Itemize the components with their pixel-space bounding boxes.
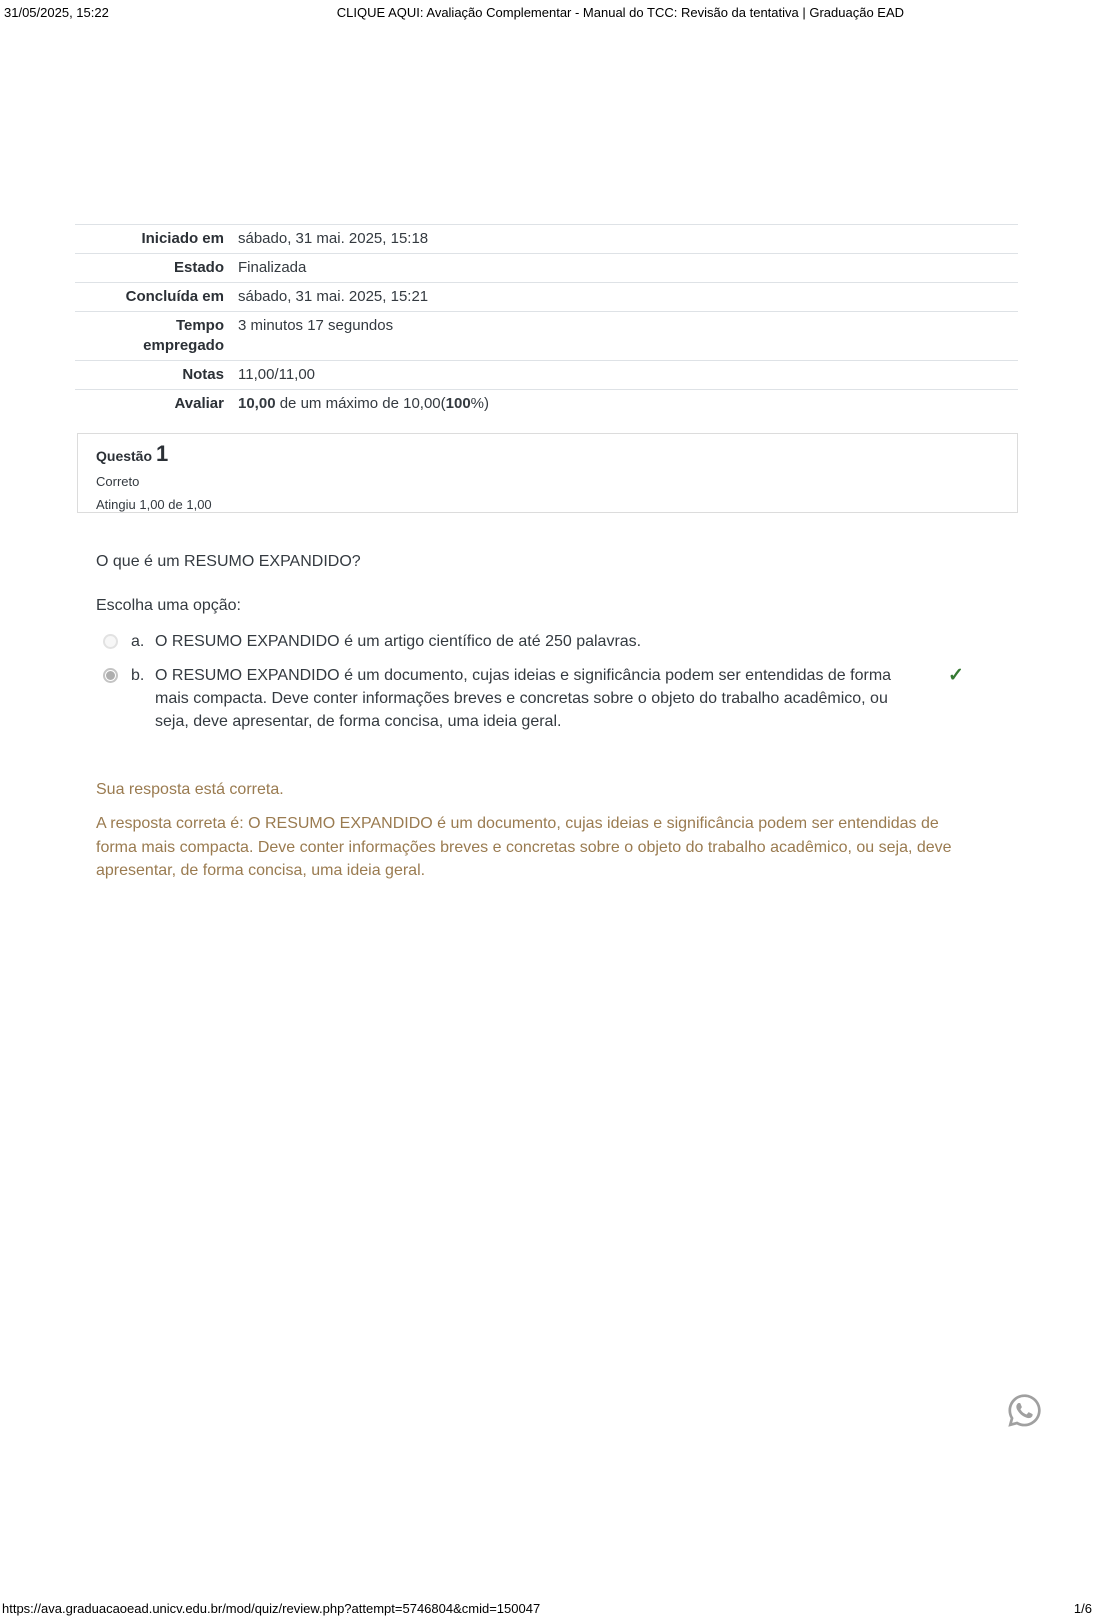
feedback-correct-message: Sua resposta está correta. — [96, 781, 284, 798]
page-number: 1/6 — [1073, 1601, 1092, 1616]
option-text: O RESUMO EXPANDIDO é um documento, cujas ideias e significância podem ser entendidas de forma mais compacta. Deve conter informações breves e concretas sobre o objeto do trabalho acadêmico, ou seja, deve apresentar, de forma concisa, uma ideia geral. — [155, 667, 892, 730]
correct-check-icon: ✓ — [948, 665, 964, 686]
row-value: Finalizada — [238, 259, 307, 276]
row-label: Iniciado em — [141, 230, 224, 247]
print-datetime: 31/05/2025, 15:22 — [4, 5, 109, 20]
answer-prompt: Escolha uma opção: — [96, 597, 241, 614]
question-state-badge: Correto — [96, 474, 140, 489]
table-row — [75, 253, 1018, 282]
row-value: sábado, 31 mai. 2025, 15:21 — [238, 288, 429, 305]
attempt-summary-table — [75, 224, 1018, 418]
row-label: Notas — [182, 366, 224, 383]
print-footer — [2, 1601, 1092, 1616]
radio-button-unselected[interactable] — [103, 634, 118, 649]
whatsapp-icon[interactable] — [1006, 1392, 1043, 1429]
table-row — [75, 224, 1018, 253]
question-label: Questão — [96, 448, 153, 464]
table-row — [75, 360, 1018, 389]
row-value: sábado, 31 mai. 2025, 15:18 — [238, 230, 429, 247]
option-letter: a. — [131, 633, 145, 650]
table-row — [75, 282, 1018, 311]
row-label: Concluída em — [125, 288, 224, 305]
row-value: 11,00/11,00 — [238, 366, 316, 383]
question-text: O que é um RESUMO EXPANDIDO? — [96, 553, 361, 570]
page-url: https://ava.graduacaoead.unicv.edu.br/mod/quiz/review.php?attempt=5746804&cmid=150047 — [2, 1601, 541, 1616]
option-text: O RESUMO EXPANDIDO é um artigo científico de até 250 palavras. — [155, 633, 642, 650]
question-number: 1 — [156, 441, 169, 466]
row-label: Tempo empregado — [143, 317, 224, 354]
option-letter: b. — [131, 667, 145, 684]
answer-option-a[interactable] — [96, 630, 996, 653]
answer-options — [96, 630, 996, 744]
feedback-correct-answer: A resposta correta é: O RESUMO EXPANDIDO é um documento, cujas ideias e significância podem ser entendidas de forma mais compacta. Deve conter informações breves e concretas sobre o objeto do trabalho acadêmico, ou seja, deve apresentar, de forma concisa, uma ideia geral. — [96, 815, 952, 879]
row-label: Avaliar — [174, 395, 224, 412]
row-value: 3 minutos 17 segundos — [238, 317, 394, 334]
answer-option-b[interactable] — [96, 664, 996, 733]
table-row-grade — [75, 389, 1018, 418]
table-row — [75, 311, 1018, 360]
row-label: Estado — [173, 259, 224, 276]
radio-button-selected[interactable] — [103, 668, 118, 683]
question-info-box — [77, 433, 1018, 513]
page-title: CLIQUE AQUI: Avaliação Complementar - Manual do TCC: Revisão da tentativa | Graduação EAD — [336, 5, 905, 20]
question-points: Atingiu 1,00 de 1,00 — [96, 497, 212, 512]
row-value: 10,00 de um máximo de 10,00(100%) — [238, 395, 490, 412]
print-header — [4, 5, 1092, 20]
